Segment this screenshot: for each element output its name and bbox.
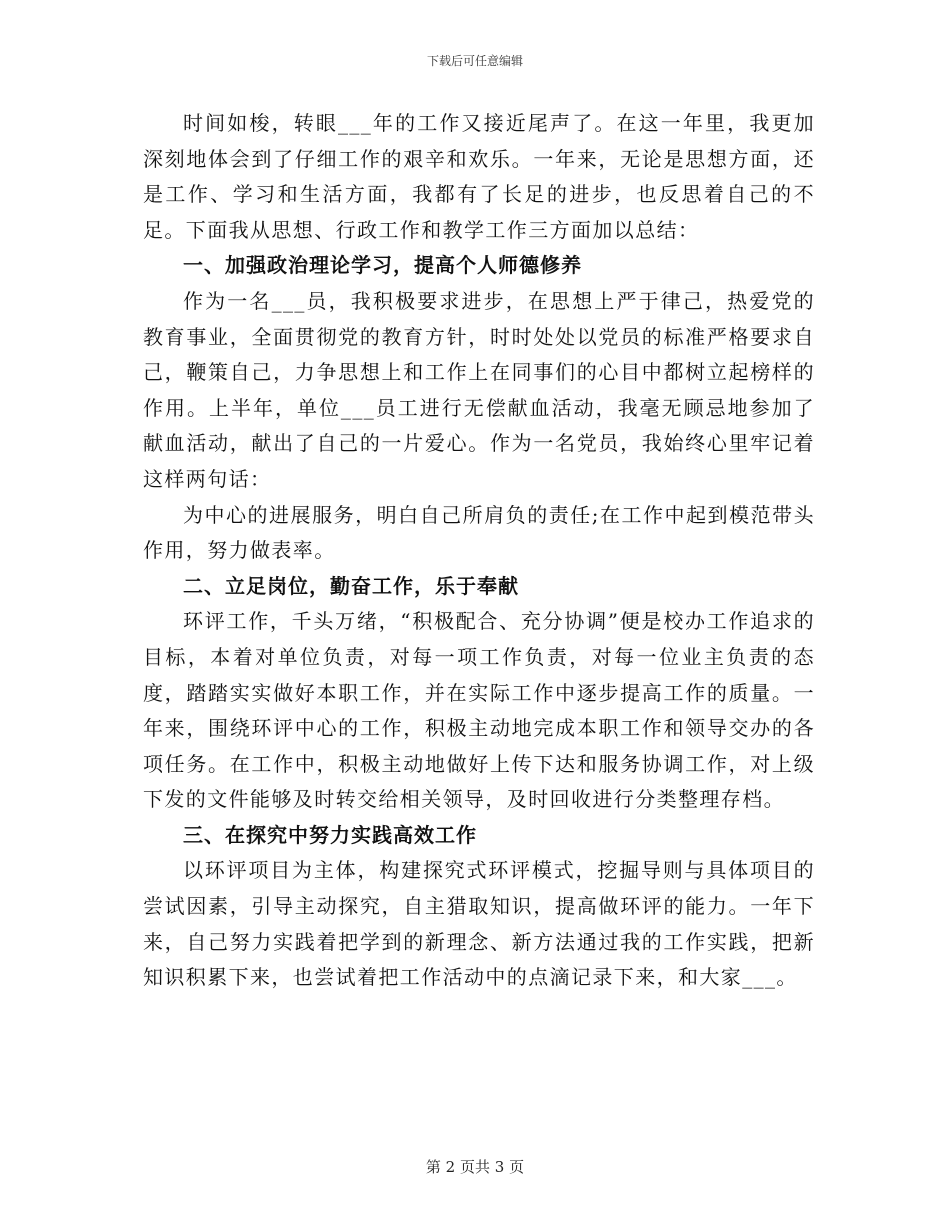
section-1-paragraph: 作为一名___员，我积极要求进步，在思想上严于律己，热爱党的教育事业，全面贯彻党的教育方针，时时处处以党员的标准严格要求自己，鞭策自己，力争思想上和工作上在同事们的心目中都树立起榜样的作用。上半年，单位___员工进行无偿献血活动，我毫无顾忌地参加了献血活动，献出了自己的一片爱心。作为一名党员，我始终心里牢记着这样两句话： <box>143 288 815 491</box>
document-body <box>143 106 815 996</box>
section-2-paragraph: 环评工作，千头万绪，“积极配合、充分协调”便是校办工作追求的目标，本着对单位负责，对每一项工作负责，对每一位业主负责的态度，踏踏实实做好本职工作，并在实际工作中逐步提高工作的质量。一年来，围绕环评中心的工作，积极主动地完成本职工作和领导交办的各项任务。在工作中，积极主动地做好上传下达和服务协调工作，对上级下发的文件能够及时转交给相关领导，及时回收进行分类整理存档。 <box>143 609 815 812</box>
section-3-paragraph: 以环评项目为主体，构建探究式环评模式，挖掘导则与具体项目的尝试因素，引导主动探究，自主猎取知识，提高做环评的能力。一年下来，自己努力实践着把学到的新理念、新方法通过我的工作实践，把新知识积累下来，也尝试着把工作活动中的点滴记录下来，和大家___。 <box>143 858 815 990</box>
intro-paragraph: 时间如梭，转眼___年的工作又接近尾声了。在这一年里，我更加深刻地体会到了仔细工作的艰辛和欢乐。一年来，无论是思想方面，还是工作、学习和生活方面，我都有了长足的进步，也反思着自己的不足。下面我从思想、行政工作和教学工作三方面加以总结： <box>143 111 815 242</box>
page-header-note: 下载后可任意编辑 <box>426 54 523 68</box>
section-heading-2: 二、立足岗位，勤奋工作，乐于奉献 <box>183 573 519 598</box>
page-number: 第 2 页共 3 页 <box>425 1158 525 1176</box>
section-heading-3: 三、在探究中努力实践高效工作 <box>183 822 477 847</box>
section-1-quote-paragraph: 为中心的进展服务，明白自己所肩负的责任;在工作中起到模范带头作用，努力做表率。 <box>143 502 815 563</box>
section-heading-1: 一、加强政治理论学习，提高个人师德修养 <box>183 253 582 278</box>
